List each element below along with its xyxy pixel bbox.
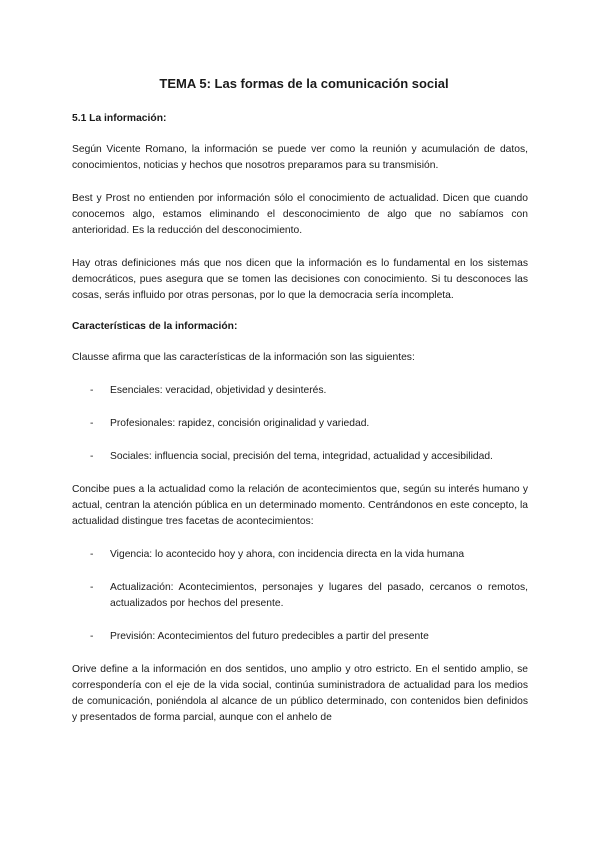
paragraph-actualidad: Concibe pues a la actualidad como la relación de acontecimientos que, según su interés humano y actual, centran la atención pública en un determinado momento. Centrándonos en este concepto, la actualidad distingue tres facetas de acontecimientos: xyxy=(72,484,528,527)
list-item-text: Vigencia: lo acontecido hoy y ahora, con incidencia directa en la vida humana xyxy=(110,549,465,560)
list-item xyxy=(72,580,528,612)
list-item-text: Profesionales: rapidez, concisión originalidad y variedad. xyxy=(110,418,370,429)
dash-bullet: - xyxy=(90,418,94,429)
list-item xyxy=(72,416,528,432)
paragraph-clausse: Clausse afirma que las características de la información son las siguientes: xyxy=(72,352,415,363)
list-item-text: Actualización: Acontecimientos, personajes y lugares del pasado, cercanos o remotos, actualizados por hechos del presente. xyxy=(110,582,528,609)
list-item-text: Esenciales: veracidad, objetividad y desinterés. xyxy=(110,385,327,396)
facets-list xyxy=(72,547,528,645)
paragraph-orive: Orive define a la información en dos sentidos, uno amplio y otro estricto. En el sentido amplio, se correspondería con el eje de la vida social, continúa suministradora de actualidad para los medios de comunicación, poniéndola al alcance de un público determinado, con contenidos bien definidos y presentados de forma parcial, aunque con el anhelo de xyxy=(72,664,528,723)
list-item xyxy=(72,383,528,399)
list-item-text: Sociales: influencia social, precisión del tema, integridad, actualidad y accesibilidad. xyxy=(110,451,493,462)
characteristics-list xyxy=(72,383,528,465)
dash-bullet: - xyxy=(90,451,94,462)
dash-bullet: - xyxy=(90,582,94,593)
dash-bullet: - xyxy=(90,549,94,560)
paragraph-best-prost: Best y Prost no entienden por información sólo el conocimiento de actualidad. Dicen que cuando conocemos algo, estamos eliminando el desconocimiento de algo que no sabíamos con anterioridad. Es la reducción del desconocimiento. xyxy=(72,193,528,236)
list-item xyxy=(72,449,528,465)
dash-bullet: - xyxy=(90,385,94,396)
paragraph-democracia: Hay otras definiciones más que nos dicen que la información es lo fundamental en los sistemas democráticos, pues asegura que se tomen las decisiones con conocimiento. Si tu desconoces las cosas, serás influido por otras personas, por lo que la democracia sería incompleta. xyxy=(72,258,528,301)
section-heading-informacion: 5.1 La información: xyxy=(72,113,167,124)
list-item xyxy=(72,547,528,563)
section-heading-caracteristicas: Características de la información: xyxy=(72,321,238,332)
page-title: TEMA 5: Las formas de la comunicación social xyxy=(159,76,449,91)
dash-bullet: - xyxy=(90,631,94,642)
paragraph-romano: Según Vicente Romano, la información se puede ver como la reunión y acumulación de datos, conocimientos, noticias y hechos que nosotros preparamos para su transmisión. xyxy=(72,144,528,171)
list-item xyxy=(72,629,528,645)
list-item-text: Previsión: Acontecimientos del futuro predecibles a partir del presente xyxy=(110,631,429,642)
